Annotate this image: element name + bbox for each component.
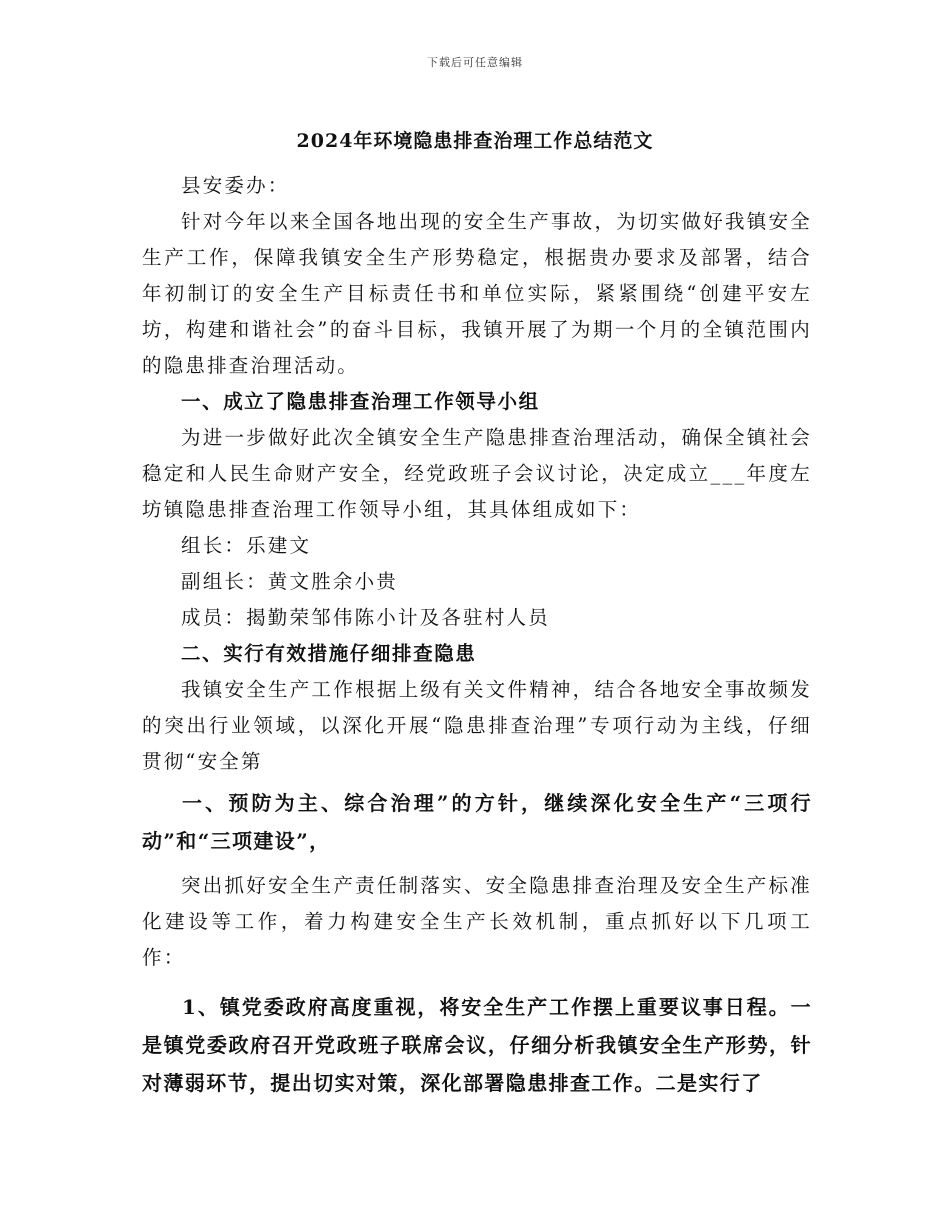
- document-body: [142, 168, 812, 1102]
- group-members: 成员：揭勤荣邹伟陈小计及各驻村人员: [181, 606, 550, 629]
- page-header-note: 下载后可任意编辑: [427, 56, 523, 69]
- document-title: 2024年环境隐患排查治理工作总结范文: [296, 130, 654, 152]
- section-heading-policy: 一、预防为主、综合治理”的方针，继续深化安全生产“三项行动”和“三项建设”，: [142, 791, 812, 853]
- paragraph-measures: 我镇安全生产工作根据上级有关文件精神，结合各地安全事故频发的突出行业领域，以深化开展“隐患排查治理”专项行动为主线，仔细贯彻“安全第: [142, 678, 812, 773]
- group-leader: 组长：乐建文: [181, 534, 312, 557]
- paragraph-item-1: 1、镇党委政府高度重视，将安全生产工作摆上重要议事日程。一是镇党委政府召开党政班子联席会议，仔细分析我镇安全生产形势，针对薄弱环节，提出切实对策，深化部署隐患排查工作。二是实行了: [142, 995, 812, 1095]
- group-deputy-leader: 副组长：黄文胜余小贵: [181, 570, 399, 593]
- section-heading-1: 一、成立了隐患排查治理工作领导小组: [181, 390, 540, 413]
- paragraph-leading-group: 为进一步做好此次全镇安全生产隐患排查治理活动，确保全镇社会稳定和人民生命财产安全，经党政班子会议讨论，决定成立___年度左坊镇隐患排查治理工作领导小组，其具体组成如下：: [142, 426, 812, 521]
- paragraph-key-work: 突出抓好安全生产责任制落实、安全隐患排查治理及安全生产标准化建设等工作，着力构建安全生产长效机制，重点抓好以下几项工作：: [142, 874, 812, 969]
- section-heading-2: 二、实行有效措施仔细排查隐患: [181, 642, 477, 665]
- paragraph-intro: 针对今年以来全国各地出现的安全生产事故，为切实做好我镇安全生产工作，保障我镇安全生产形势稳定，根据贵办要求及部署，结合年初制订的安全生产目标责任书和单位实际，紧紧围绕“创建平安左坊，构建和谐社会”的奋斗目标，我镇开展了为期一个月的全镇范围内的隐患排查治理活动。: [142, 210, 812, 377]
- salutation: 县安委办：: [181, 174, 290, 197]
